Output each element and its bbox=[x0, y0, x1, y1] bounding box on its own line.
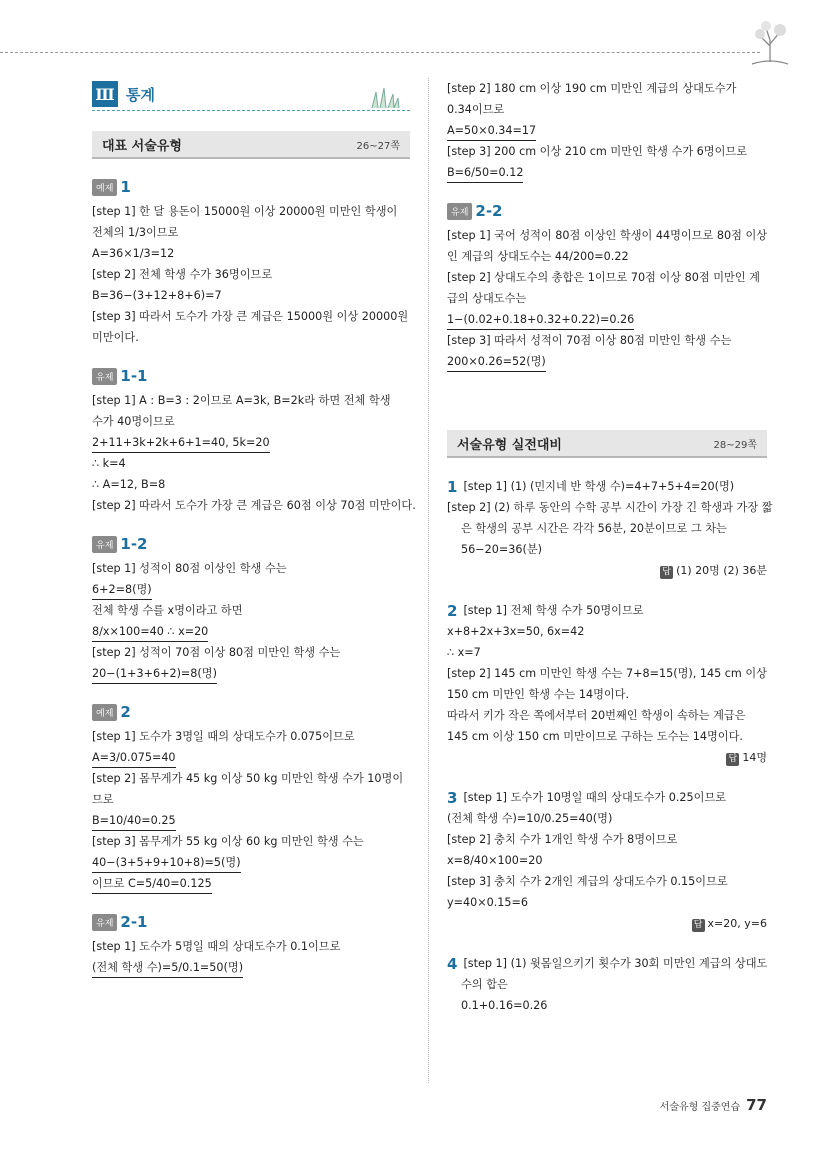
exercise-1-1 bbox=[92, 366, 416, 516]
section-pages: 26~27쪽 bbox=[356, 140, 400, 152]
grass-icon bbox=[366, 86, 402, 108]
solution-line: [step 2] 145 cm 미만인 학생 수는 7+8=15(명), 145 cm 이상 bbox=[447, 667, 767, 680]
solution-line: A=50×0.34=17 bbox=[447, 121, 536, 141]
question-number: 1 bbox=[120, 178, 131, 196]
example-2-continued bbox=[447, 78, 767, 183]
solution-line: (전체 학생 수)=5/0.1=50(명) bbox=[92, 958, 243, 978]
solution-line: ∴ A=12, B=8 bbox=[92, 478, 166, 491]
solution-line: 6+2=8(명) bbox=[92, 580, 152, 600]
section-header-practice bbox=[447, 430, 767, 458]
exercise-1-2 bbox=[92, 534, 410, 684]
solution-line: [step 1] 전체 학생 수가 50명이므로 bbox=[463, 604, 644, 617]
solution-line: 40−(3+5+9+10+8)=5(명) bbox=[92, 853, 241, 873]
answer-icon: 답 bbox=[692, 919, 705, 932]
solution-line: x+8+2x+3x=50, 6x=42 bbox=[447, 625, 585, 638]
solution-line: A=3/0.075=40 bbox=[92, 748, 176, 768]
solution-line: 인 계급의 상대도수는 44/200=0.22 bbox=[447, 250, 629, 263]
page-number: 77 bbox=[746, 1096, 767, 1114]
solution-line: [step 2] 상대도수의 총합은 1이므로 70점 이상 80점 미만인 계 bbox=[447, 271, 760, 284]
example-2 bbox=[92, 702, 410, 894]
exercise-2-2 bbox=[447, 201, 767, 372]
solution-line: 전체 학생 수를 x명이라고 하면 bbox=[92, 604, 243, 617]
answer-row bbox=[447, 913, 767, 935]
problem-first-line bbox=[447, 787, 767, 808]
solution-line: 150 cm 미만인 학생 수는 14명이다. bbox=[447, 688, 630, 701]
solution-line: [step 1] 도수가 10명일 때의 상대도수가 0.25이므로 bbox=[463, 791, 727, 804]
answer-text: (1) 20명 (2) 36분 bbox=[676, 564, 767, 577]
problem-first-line bbox=[447, 953, 767, 974]
exercise-2-1 bbox=[92, 912, 410, 978]
solution-line: [step 2] 전체 학생 수가 36명이므로 bbox=[92, 268, 273, 281]
solution-line: [step 2] 몸무게가 45 kg 이상 50 kg 미만인 학생 수가 10명이 bbox=[92, 772, 404, 785]
solution-line: 1−(0.02+0.18+0.32+0.22)=0.26 bbox=[447, 310, 634, 330]
solution-line: 미만이다. bbox=[92, 331, 139, 344]
solution-line: 2+11+3k+2k+6+1=40, 5k=20 bbox=[92, 433, 270, 453]
question-badge: 예제 bbox=[92, 179, 117, 196]
solution-line: 20−(1+3+6+2)=8(명) bbox=[92, 664, 217, 684]
solution-line: ∴ k=4 bbox=[92, 457, 126, 470]
solution-line: A=36×1/3=12 bbox=[92, 247, 175, 260]
solution-line: [step 3] 따라서 도수가 가장 큰 계급은 15000원 이상 20000원 bbox=[92, 310, 409, 323]
question-number: 1-1 bbox=[120, 367, 148, 385]
question-head bbox=[92, 366, 410, 386]
tree-illustration-icon bbox=[742, 14, 798, 70]
question-badge: 예제 bbox=[92, 704, 117, 721]
problem-2 bbox=[447, 600, 767, 769]
solution-line: 수의 합은 bbox=[461, 978, 508, 991]
answer-row bbox=[447, 747, 767, 769]
solution-line: 56−20=36(분) bbox=[461, 543, 542, 556]
question-badge: 유제 bbox=[92, 368, 117, 385]
solution-line: B=36−(3+12+8+6)=7 bbox=[92, 289, 222, 302]
chapter-number: Ⅲ bbox=[92, 81, 118, 107]
solution-line: [step 3] 몸무게가 55 kg 이상 60 kg 미만인 학생 수는 bbox=[92, 835, 364, 848]
solution-line: [step 1] 한 달 용돈이 15000원 이상 20000원 미만인 학생이 bbox=[92, 205, 398, 218]
solution-line: B=6/50=0.12 bbox=[447, 163, 523, 183]
solution-line: 따라서 키가 작은 쪽에서부터 20번째인 학생이 속하는 계급은 bbox=[447, 709, 746, 722]
section-title: 대표 서술유형 bbox=[102, 138, 182, 154]
page-footer bbox=[660, 1096, 767, 1114]
problem-4 bbox=[447, 953, 767, 1016]
solution-line: ∴ x=7 bbox=[447, 646, 481, 659]
question-number: 2 bbox=[120, 703, 131, 721]
spacer bbox=[447, 390, 767, 430]
question-head bbox=[92, 177, 410, 197]
question-badge: 유제 bbox=[92, 914, 117, 931]
problem-number: 4 bbox=[447, 954, 458, 973]
solution-line: [step 3] 200 cm 이상 210 cm 미만인 학생 수가 6명이므로 bbox=[447, 145, 748, 158]
question-badge: 유제 bbox=[92, 536, 117, 553]
answer-icon: 답 bbox=[660, 566, 673, 579]
solution-line: [step 2] 따라서 도수가 가장 큰 계급은 60점 이상 70점 미만이다. bbox=[92, 499, 416, 512]
column-divider bbox=[428, 78, 429, 1083]
solution-line: 8/x×100=40 ∴ x=20 bbox=[92, 622, 208, 642]
solution-line: [step 2] 180 cm 이상 190 cm 미만인 계급의 상대도수가 bbox=[447, 82, 737, 95]
solution-line: 수가 40명이므로 bbox=[92, 415, 175, 428]
right-column bbox=[447, 78, 773, 1034]
solution-line: [step 1] 성적이 80점 이상인 학생 수는 bbox=[92, 562, 287, 575]
solution-line: [step 2] 충치 수가 1개인 학생 수가 8명이므로 bbox=[447, 833, 678, 846]
problem-first-line bbox=[447, 600, 767, 621]
problem-number: 3 bbox=[447, 788, 458, 807]
solution-line: (전체 학생 수)=10/0.25=40(명) bbox=[447, 812, 613, 825]
solution-line: [step 2] 성적이 70점 이상 80점 미만인 학생 수는 bbox=[92, 646, 341, 659]
problem-3 bbox=[447, 787, 767, 935]
solution-line: y=40×0.15=6 bbox=[447, 896, 529, 909]
problem-number: 1 bbox=[447, 477, 458, 496]
solution-line: [step 1] A : B=3 : 2이므로 A=3k, B=2k라 하면 전체 학생 bbox=[92, 394, 391, 407]
header-dashed-line bbox=[0, 52, 760, 53]
problem-number: 2 bbox=[447, 601, 458, 620]
answer-icon: 답 bbox=[726, 753, 739, 766]
answer-text: 14명 bbox=[742, 751, 767, 764]
solution-line: x=8/40×100=20 bbox=[447, 854, 543, 867]
chapter-title: 통계 bbox=[126, 85, 155, 104]
solution-line: 0.34이므로 bbox=[447, 103, 505, 116]
solution-line: 이므로 C=5/40=0.125 bbox=[92, 874, 212, 894]
section-title: 서술유형 실전대비 bbox=[457, 437, 562, 453]
solution-line: B=10/40=0.25 bbox=[92, 811, 176, 831]
solution-line: [step 1] (1) 윗몸일으키기 횟수가 30회 미만인 계급의 상대도 bbox=[463, 957, 768, 970]
section-pages: 28~29쪽 bbox=[713, 439, 757, 451]
question-head bbox=[92, 702, 410, 722]
solution-line: 0.1+0.16=0.26 bbox=[461, 999, 548, 1012]
problem-first-line bbox=[447, 476, 767, 497]
answer-row bbox=[447, 560, 767, 582]
solution-line: [step 3] 따라서 성적이 70점 이상 80점 미만인 학생 수는 bbox=[447, 334, 732, 347]
problem-1 bbox=[447, 476, 773, 582]
example-1 bbox=[92, 177, 410, 348]
solution-line: [step 2] (2) 하루 동안의 수학 공부 시간이 가장 긴 학생과 가장 짧 bbox=[447, 501, 773, 514]
solution-line: 급의 상대도수는 bbox=[447, 292, 527, 305]
solution-line: 200×0.26=52(명) bbox=[447, 352, 546, 372]
solution-line: [step 3] 충치 수가 2개인 계급의 상대도수가 0.15이므로 bbox=[447, 875, 728, 888]
question-head bbox=[447, 201, 767, 221]
solution-line: 은 학생의 공부 시간은 각각 56분, 20분이므로 그 차는 bbox=[461, 522, 727, 535]
solution-line: 145 cm 이상 150 cm 미만이므로 구하는 도수는 14명이다. bbox=[447, 730, 743, 743]
chapter-header bbox=[92, 78, 410, 111]
left-column bbox=[92, 78, 416, 996]
answer-text: x=20, y=6 bbox=[707, 917, 767, 930]
solution-line: 므로 bbox=[92, 793, 114, 806]
question-head bbox=[92, 534, 410, 554]
solution-line: 전체의 1/3이므로 bbox=[92, 226, 179, 239]
question-number: 2-1 bbox=[120, 913, 148, 931]
solution-line: [step 1] 국어 성적이 80점 이상인 학생이 44명이므로 80점 이상 bbox=[447, 229, 768, 242]
solution-line: [step 1] 도수가 5명일 때의 상대도수가 0.1이므로 bbox=[92, 940, 341, 953]
solution-line: [step 1] 도수가 3명일 때의 상대도수가 0.075이므로 bbox=[92, 730, 355, 743]
section-header-representative bbox=[92, 131, 410, 159]
question-badge: 유제 bbox=[447, 203, 472, 220]
solution-line: [step 1] (1) (민지네 반 학생 수)=4+7+5+4=20(명) bbox=[463, 480, 735, 493]
footer-label: 서술유형 집중연습 bbox=[659, 1102, 741, 1113]
question-head bbox=[92, 912, 410, 932]
question-number: 1-2 bbox=[120, 535, 148, 553]
question-number: 2-2 bbox=[475, 202, 503, 220]
